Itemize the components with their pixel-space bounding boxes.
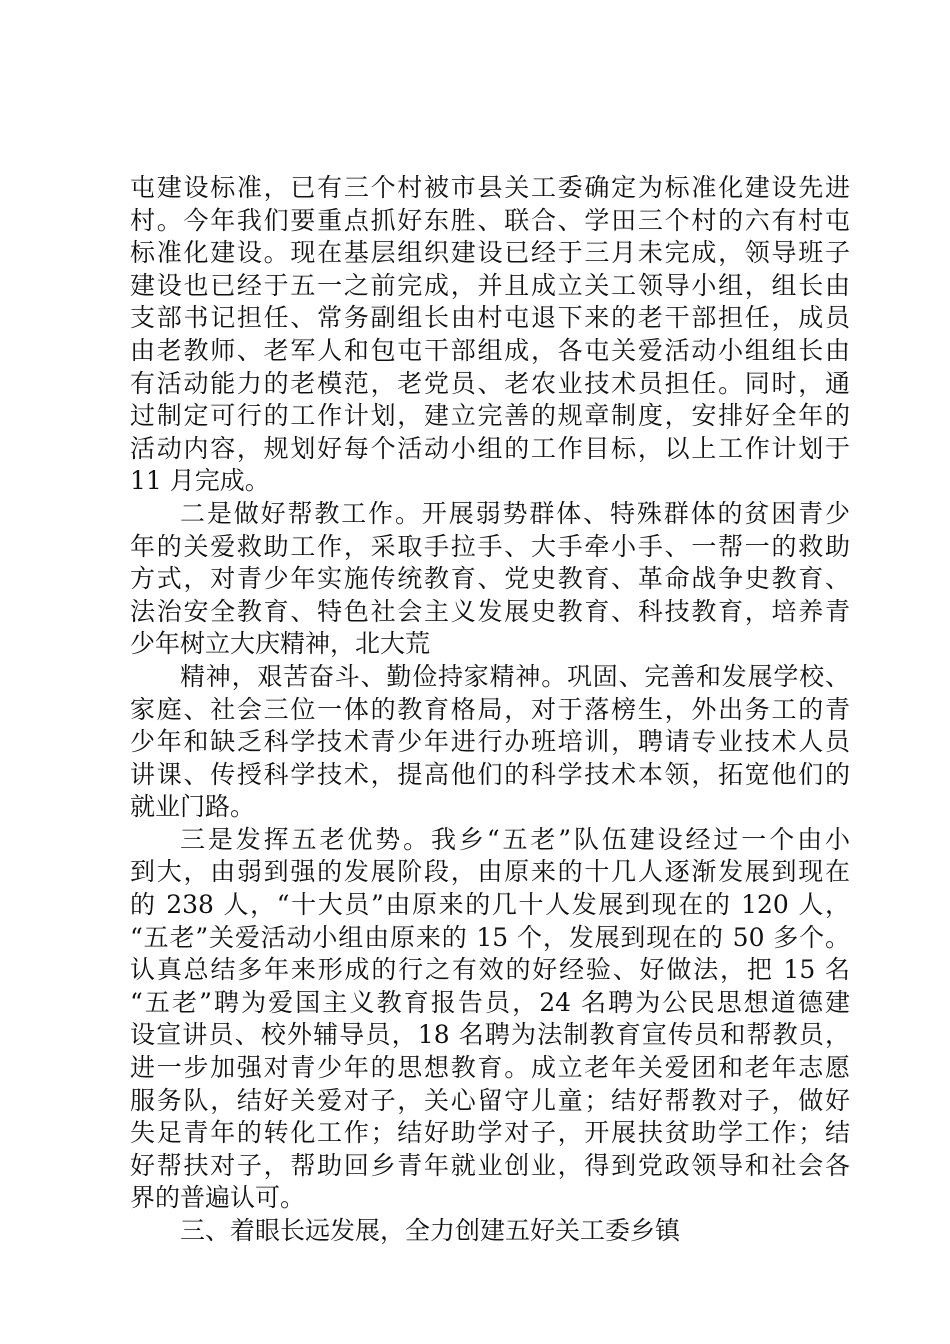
text-line: 过制定可行的工作计划，建立完善的规章制度，安排好全年的 bbox=[130, 401, 850, 431]
text-line: 年的关爱救助工作，采取手拉手、大手牵小手、一帮一的救助 bbox=[130, 531, 850, 561]
text-line: 设宣讲员、校外辅导员，18 名聘为法制教育宣传员和帮教员， bbox=[130, 1020, 850, 1050]
text-line: 由老教师、老军人和包屯干部组成，各屯关爱活动小组组长由 bbox=[130, 335, 850, 365]
text-line: 方式，对青少年实施传统教育、党史教育、革命战争史教育、 bbox=[130, 564, 850, 594]
text-line: 标准化建设。现在基层组织建设已经于三月未完成，领导班子 bbox=[130, 238, 850, 268]
text-line: 就业门路。 bbox=[130, 792, 256, 822]
text-line: 服务队，结好关爱对子，关心留守儿童；结好帮教对子，做好 bbox=[130, 1085, 850, 1115]
text-line: 进一步加强对青少年的思想教育。成立老年关爱团和老年志愿 bbox=[130, 1053, 850, 1083]
text-line: 活动内容，规划好每个活动小组的工作目标，以上工作计划于 bbox=[130, 433, 850, 463]
text-line: 少年和缺乏科学技术青少年进行办班培训，聘请专业技术人员 bbox=[130, 727, 850, 757]
text-line: “五老”聘为爱国主义教育报告员，24 名聘为公民思想道德建 bbox=[130, 987, 850, 1017]
section-heading: 三、着眼长远发展，全力创建五好关工委乡镇 bbox=[180, 1216, 681, 1245]
text-line: 失足青年的转化工作；结好助学对子，开展扶贫助学工作；结 bbox=[130, 1118, 850, 1148]
text-line: 少年树立大庆精神，北大荒 bbox=[130, 629, 431, 659]
text-line: 好帮扶对子，帮助回乡青年就业创业，得到党政领导和社会各 bbox=[130, 1150, 850, 1180]
text-line: 的 238 人，“十大员”由原来的几十人发展到现在的 120 人， bbox=[130, 890, 850, 920]
text-line: “五老”关爱活动小组由原来的 15 个，发展到现在的 50 多个。 bbox=[130, 922, 850, 952]
text-line: 讲课、传授科学技术，提高他们的科学技术本领，拓宽他们的 bbox=[130, 759, 850, 789]
text-line: 有活动能力的老模范，老党员、老农业技术员担任。同时，通 bbox=[130, 368, 850, 398]
text-line: 支部书记担任、常务副组长由村屯退下来的老干部担任，成员 bbox=[130, 303, 850, 333]
text-line: 11 月完成。 bbox=[130, 466, 270, 496]
text-line: 到大，由弱到强的发展阶段，由原来的十几人逐渐发展到现在 bbox=[130, 857, 850, 887]
text-line: 法治安全教育、特色社会主义发展史教育、科技教育，培养青 bbox=[130, 596, 850, 626]
text-line: 屯建设标准，已有三个村被市县关工委确定为标准化建设先进 bbox=[130, 173, 850, 202]
text-line: 界的普遍认可。 bbox=[130, 1183, 306, 1213]
text-line: 认真总结多年来形成的行之有效的好经验、好做法，把 15 名 bbox=[130, 955, 850, 985]
document-body bbox=[130, 172, 850, 1248]
paragraph-first-line: 二是做好帮教工作。开展弱势群体、特殊群体的贫困青少 bbox=[180, 498, 850, 528]
text-line: 建设也已经于五一之前完成，并且成立关工领导小组，组长由 bbox=[130, 270, 850, 300]
paragraph-first-line: 三是发挥五老优势。我乡“五老”队伍建设经过一个由小 bbox=[180, 824, 850, 854]
paragraph-first-line: 精神，艰苦奋斗、勤俭持家精神。巩固、完善和发展学校、 bbox=[180, 661, 850, 691]
text-line: 家庭、社会三位一体的教育格局，对于落榜生，外出务工的青 bbox=[130, 694, 850, 724]
text-line: 村。今年我们要重点抓好东胜、联合、学田三个村的六有村屯 bbox=[130, 205, 850, 235]
